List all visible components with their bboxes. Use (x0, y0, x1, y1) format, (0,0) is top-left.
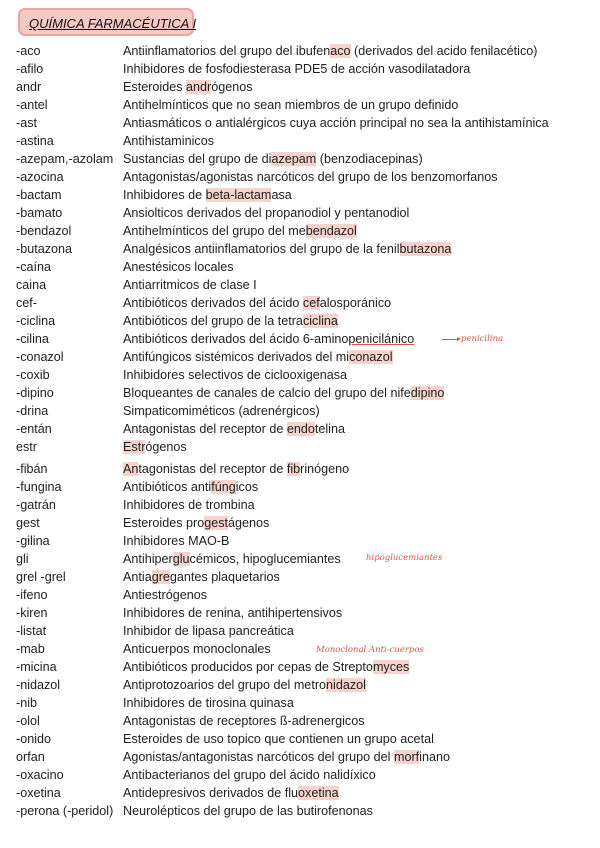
text-fragment: Antia (123, 570, 152, 584)
page-title-text: QUÍMICA FARMACÉUTICA I (29, 16, 197, 31)
suffix-description (123, 622, 294, 640)
suffix-term: -onido (16, 732, 52, 746)
suffix-term: -afilo (16, 62, 44, 76)
text-fragment: Inhibidores selectivos de ciclooxigenasa (123, 368, 348, 382)
text-fragment: asa (271, 188, 292, 202)
highlighted-fragment: butazona (399, 242, 452, 256)
text-fragment: Inhibidores de trombina (123, 498, 255, 512)
list-item (0, 132, 600, 150)
highlighted-fragment: fib (286, 462, 301, 476)
highlighted-fragment: endo (286, 422, 315, 436)
text-fragment: cémicos, hipoglucemiantes (189, 552, 341, 566)
suffix-term: -aco (16, 44, 41, 58)
text-fragment: Antiasmáticos o antialérgicos cuya acción principal no sea la antihistamínica (123, 116, 549, 130)
suffix-term: -bactam (16, 188, 62, 202)
suffix-description (123, 96, 458, 114)
text-fragment: Antagonistas/agonistas narcóticos del grupo de los benzomorfanos (123, 170, 498, 184)
list-item (0, 748, 600, 766)
suffix-description (123, 640, 271, 658)
suffix-description (123, 348, 393, 366)
text-fragment: Antiestrógenos (123, 588, 208, 602)
suffix-description (123, 150, 423, 168)
suffix-term: -azocina (16, 170, 64, 184)
text-fragment: Bloqueantes de canales de calcio del grupo del nife (123, 386, 411, 400)
text-fragment: alosporánico (319, 296, 392, 310)
list-item (0, 402, 600, 420)
highlighted-fragment: morf (393, 750, 420, 764)
text-fragment: Ansiolticos derivados del propanodiol y pentanodiol (123, 206, 410, 220)
suffix-term: -bendazol (16, 224, 72, 238)
text-fragment: Esteroides (123, 80, 186, 94)
highlighted-fragment: azepam (271, 152, 317, 166)
suffix-term: -mab (16, 642, 45, 656)
list-item (0, 168, 600, 186)
list-item (0, 276, 600, 294)
text-fragment: Antihistaminicos (123, 134, 214, 148)
text-fragment: Antibióticos producidos por cepas de Strepto (123, 660, 373, 674)
text-fragment: Inhibidores MAO-B (123, 534, 230, 548)
text-fragment: Antagonistas del receptor de (123, 422, 287, 436)
suffix-description (123, 60, 470, 78)
suffix-description (123, 532, 229, 550)
suffix-term: -listat (16, 624, 47, 638)
suffix-term: -drina (16, 404, 49, 418)
text-fragment: Esteroides de uso topico que contienen un grupo acetal (123, 732, 434, 746)
highlighted-fragment: conazol (349, 350, 393, 364)
suffix-term: andr (16, 80, 42, 94)
suffix-description (123, 550, 341, 568)
list-item (0, 622, 600, 640)
text-fragment: Antiprotozoarios del grupo del metro (123, 678, 327, 692)
text-fragment: rinógeno (300, 462, 350, 476)
list-item (0, 60, 600, 78)
suffix-term: -oxetina (16, 786, 61, 800)
suffix-description (123, 694, 294, 712)
text-fragment: Antibacterianos del grupo del ácido nalidíxico (123, 768, 376, 782)
suffix-description (123, 258, 234, 276)
list-item (0, 384, 600, 402)
suffix-term: -conazol (16, 350, 64, 364)
suffix-term: gest (16, 516, 40, 530)
text-fragment: Inhibidores de (123, 188, 206, 202)
text-fragment: Esteroides pro (123, 516, 205, 530)
list-item (0, 460, 600, 478)
suffix-term: -fibán (16, 462, 48, 476)
suffix-description (123, 294, 391, 312)
text-fragment: (benzodiacepinas) (316, 152, 423, 166)
highlighted-fragment: nidazol (326, 678, 366, 692)
suffix-description (123, 240, 451, 258)
suffix-term: -nib (16, 696, 37, 710)
suffix-term: -perona (-peridol) (16, 804, 114, 818)
suffix-term: -coxib (16, 368, 50, 382)
list-item (0, 640, 600, 658)
list-item (0, 114, 600, 132)
highlighted-fragment: ciclina (302, 314, 338, 328)
suffix-term: -olol (16, 714, 40, 728)
suffix-description (123, 132, 214, 150)
text-fragment: Antibióticos anti (123, 480, 212, 494)
suffix-description (123, 168, 498, 186)
text-fragment: Inhibidor de lipasa pancreática (123, 624, 294, 638)
text-fragment: Antibióticos del grupo de la tetra (123, 314, 303, 328)
suffix-term: orfan (16, 750, 45, 764)
suffix-term: -micina (16, 660, 57, 674)
suffix-description (123, 420, 345, 438)
suffix-term: -ciclina (16, 314, 56, 328)
text-fragment: Inhibidores de tirosina quinasa (123, 696, 294, 710)
suffix-description (123, 330, 414, 348)
suffix-description (123, 586, 207, 604)
list-item (0, 186, 600, 204)
highlighted-fragment: glu (172, 552, 190, 566)
list-item (0, 550, 600, 568)
suffix-description (123, 42, 537, 60)
suffix-description (123, 384, 444, 402)
list-item (0, 478, 600, 496)
note-monoclonal: Monoclonal Anti-cuerpos (316, 645, 424, 655)
suffix-term: -caína (16, 260, 52, 274)
list-item (0, 438, 600, 456)
suffix-description (123, 312, 338, 330)
highlighted-fragment: Estr (123, 440, 146, 454)
list-item (0, 240, 600, 258)
text-fragment: Anticuerpos monoclonales (123, 642, 271, 656)
list-item (0, 730, 600, 748)
suffix-description (123, 676, 366, 694)
text-fragment: Antiinflamatorios del grupo del ibufen (123, 44, 331, 58)
suffix-term: cef- (16, 296, 37, 310)
list-item (0, 766, 600, 784)
suffix-description (123, 438, 187, 456)
list-item (0, 258, 600, 276)
highlighted-fragment: gest (204, 516, 229, 530)
suffix-term: -fungina (16, 480, 62, 494)
list-item (0, 532, 600, 550)
suffix-term: -dipino (16, 386, 54, 400)
suffix-term: -azepam,-azolam (16, 152, 114, 166)
list-item (0, 204, 600, 222)
note-penicilina: penicilina (461, 334, 504, 344)
suffix-term: -astina (16, 134, 54, 148)
suffix-term: grel -grel (16, 570, 66, 584)
list-item (0, 712, 600, 730)
list-item (0, 312, 600, 330)
list-item (0, 294, 600, 312)
suffix-description (123, 802, 373, 820)
highlighted-fragment: cef (302, 296, 320, 310)
suffix-description (123, 658, 409, 676)
suffix-term: -antel (16, 98, 48, 112)
suffix-term: -ast (16, 116, 37, 130)
list-item (0, 42, 600, 60)
suffix-term: caina (16, 278, 47, 292)
text-fragment: Analgésicos antiinflamatorios del grupo de la fenil (123, 242, 400, 256)
text-fragment: Antihiper (123, 552, 173, 566)
suffix-description (123, 712, 365, 730)
suffix-term: -nidazol (16, 678, 61, 692)
suffix-description (123, 78, 253, 96)
text-fragment: icos (235, 480, 259, 494)
text-fragment: inano (419, 750, 450, 764)
highlighted-fragment: fúng (211, 480, 236, 494)
text-fragment: Antiarritmicos de clase I (123, 278, 257, 292)
suffix-description (123, 222, 357, 240)
text-fragment: Antihelmínticos que no sean miembros de un grupo definido (123, 98, 459, 112)
text-fragment: telina (314, 422, 345, 436)
list-item (0, 784, 600, 802)
page-title (18, 8, 197, 36)
text-fragment: ógenos (211, 80, 253, 94)
list-item (0, 496, 600, 514)
text-fragment: Antagonistas de receptores ß-adrenergicos (123, 714, 365, 728)
list-item (0, 330, 600, 348)
suffix-description (123, 460, 349, 478)
suffix-term: -kiren (16, 606, 48, 620)
text-fragment: Inhibidores de fosfodiesterasa PDE5 de acción vasodilatadora (123, 62, 471, 76)
suffix-description (123, 568, 280, 586)
suffix-term: -gatrán (16, 498, 56, 512)
note-hipoglucemiantes: hipoglucemiantes (366, 553, 443, 563)
highlighted-fragment: beta-lactam (205, 188, 272, 202)
list-item (0, 802, 600, 820)
list-item (0, 222, 600, 240)
highlighted-fragment: An (123, 462, 139, 476)
suffix-term: -entán (16, 422, 52, 436)
text-fragment: Antibióticos derivados del ácido (123, 296, 303, 310)
suffix-description (123, 276, 257, 294)
text-fragment: (derivados del acido fenilacético) (350, 44, 538, 58)
list-item (0, 676, 600, 694)
suffix-description (123, 114, 549, 132)
list-item (0, 658, 600, 676)
list-item (0, 514, 600, 532)
suffix-term: -bamato (16, 206, 63, 220)
highlighted-fragment: oxetina (298, 786, 339, 800)
text-fragment: gantes plaquetarios (169, 570, 280, 584)
list-item (0, 348, 600, 366)
suffix-description (123, 478, 258, 496)
highlighted-fragment: myces (372, 660, 410, 674)
list-item (0, 604, 600, 622)
text-fragment: ágenos (228, 516, 270, 530)
list-item (0, 366, 600, 384)
suffix-description (123, 496, 255, 514)
list-item (0, 78, 600, 96)
suffix-term: -oxacino (16, 768, 64, 782)
suffix-description (123, 186, 292, 204)
list-item (0, 568, 600, 586)
suffix-description (123, 730, 434, 748)
suffix-description (123, 766, 376, 784)
highlighted-fragment: bendazol (305, 224, 357, 238)
text-fragment: Antidepresivos derivados de flu (123, 786, 299, 800)
list-item (0, 150, 600, 168)
highlighted-fragment: gre (151, 570, 170, 584)
suffix-term: -gilina (16, 534, 50, 548)
text-fragment: Sustancias del grupo de di (123, 152, 272, 166)
suffix-term: estr (16, 440, 37, 454)
list-item (0, 694, 600, 712)
text-fragment: Inhibidores de renina, antihipertensivos (123, 606, 343, 620)
suffix-description (123, 204, 409, 222)
text-fragment: Agonistas/antagonistas narcóticos del grupo del (123, 750, 394, 764)
suffix-description (123, 514, 269, 532)
highlighted-fragment: dipino (410, 386, 445, 400)
text-fragment: Antibióticos derivados del ácido 6-amino (123, 332, 349, 346)
underlined-fragment: penicilánico (348, 332, 415, 346)
text-fragment: ógenos (145, 440, 187, 454)
suffix-term: -cilina (16, 332, 49, 346)
highlighted-fragment: andr (186, 80, 212, 94)
suffix-term: -ifeno (16, 588, 48, 602)
highlighted-fragment: aco (330, 44, 351, 58)
suffix-term: gli (16, 552, 29, 566)
text-fragment: tagonistas del receptor de (138, 462, 287, 476)
list-item (0, 96, 600, 114)
text-fragment: Antihelmínticos del grupo del me (123, 224, 306, 238)
arrow-icon (442, 339, 459, 340)
suffix-term: -butazona (16, 242, 73, 256)
suffix-description (123, 784, 339, 802)
text-fragment: Anestésicos locales (123, 260, 234, 274)
text-fragment: Simpaticomiméticos (adrenérgicos) (123, 404, 320, 418)
text-fragment: Antifúngicos sistémicos derivados del mi (123, 350, 350, 364)
suffix-description (123, 604, 342, 622)
text-fragment: Neurolépticos del grupo de las butirofenonas (123, 804, 373, 818)
suffix-description (123, 748, 450, 766)
list-item (0, 420, 600, 438)
list-item (0, 586, 600, 604)
suffix-description (123, 402, 320, 420)
suffix-description (123, 366, 347, 384)
